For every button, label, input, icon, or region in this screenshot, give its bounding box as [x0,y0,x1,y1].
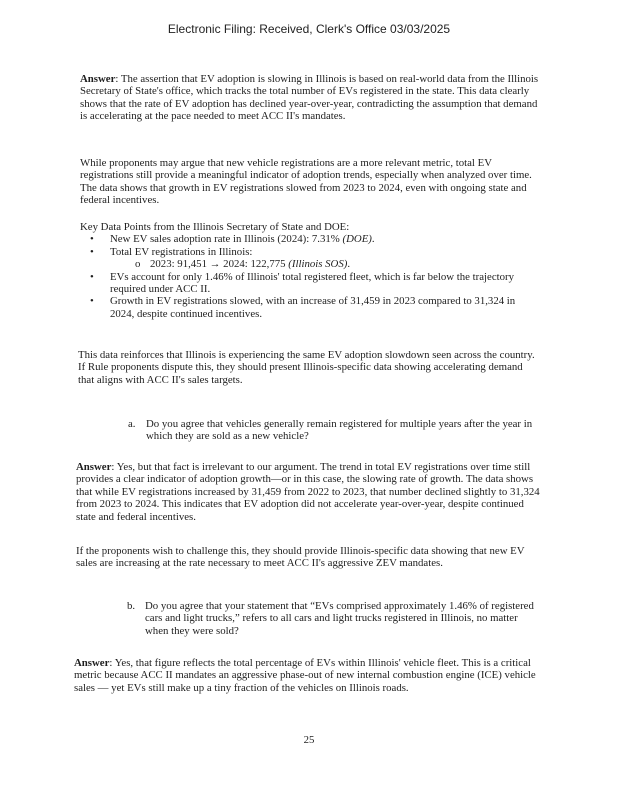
filing-stamp: Electronic Filing: Received, Clerk's Office 03/03/2025 [167,22,451,36]
question-b-text: Do you agree that your statement that “EVs comprised approximately 1.46% of registered cars and light trucks,” refers to all cars and light trucks registered in Illinois, no matter when they were sold? [145,600,534,637]
answer-label: Answer [76,461,112,473]
answer-paragraph-b [74,657,540,694]
answer-text: : The assertion that EV adoption is slowing in Illinois is based on real-world data from the Illinois Secretary of State's office, which tracks the total number of EVs registered in the state. This data clearly shows that the rate of EV adoption has declined year-over-year, contradicting the assumption that demand is accelerating at the pace needed to meet ACC II's mandates. [80,73,539,123]
page-number: 25 [303,734,315,746]
paragraph-challenge: If the proponents wish to challenge this, they should provide Illinois-specific data showing that new EV sales are increasing at the rate necessary to meet ACC II's aggressive ZEV mandates. [76,545,525,570]
question-b-label: b. [127,600,136,612]
answer-label: Answer [74,657,110,669]
answer-paragraph-1 [80,73,540,123]
question-a-label: a. [128,418,136,430]
list-item: • Total EV registrations in Illinois: [80,246,540,258]
key-data-list [80,233,540,258]
list-item: • Growth in EV registrations slowed, with an increase of 31,459 in 2023 compared to 31,324 in 2024, despite continued incentives. [80,295,540,320]
paragraph-reinforces: This data reinforces that Illinois is experiencing the same EV adoption slowdown seen across the country. If Rule proponents dispute this, they should present Illinois-specific data showing accelerating demand that aligns with ACC II's sales targets. [78,349,535,386]
paragraph-proponents: While proponents may argue that new vehicle registrations are a more relevant metric, total EV registrations still provide a meaningful indicator of adoption trends, especially when analyzed over time. The data shows that growth in EV registrations slowed from 2023 to 2024, even with ongoing state and federal incentives. [80,157,532,207]
key-data-heading: Key Data Points from the Illinois Secretary of State and DOE: [80,221,350,233]
answer-label: Answer [80,73,116,85]
answer-text: : Yes, but that fact is irrelevant to our argument. The trend in total EV registrations over time still provides a clear indicator of adoption growth—or in this case, the slowing rate of growth. The data shows that while EV registrations increased by 31,459 from 2022 to 2023, that number declined slightly to 31,324 from 2023 to 2024. This indicates that EV adoption did not accelerate year-over-year, despite continued state and federal incentives. [76,461,540,523]
list-item: • New EV sales adoption rate in Illinois (2024): 7.31% (DOE). [80,233,540,245]
list-item: • EVs account for only 1.46% of Illinois' total registered fleet, which is far below the trajectory required under ACC II. [80,271,540,296]
answer-text: : Yes, that figure reflects the total percentage of EVs within Illinois' vehicle fleet. This is a critical metric because ACC II mandates an aggressive phase-out of new internal combustion engine (ICE) vehicle sales — yet EVs still make up a tiny fraction of the vehicles on Illinois roads. [74,657,536,694]
sub-bullet-marker: o [135,258,141,271]
key-data-list-continued [80,271,540,321]
question-a-text: Do you agree that vehicles generally remain registered for multiple years after the year in which they are sold as a new vehicle? [146,418,533,443]
key-data-section [80,221,540,320]
sub-list-item: o 2023: 91,451 → 2024: 122,775 (Illinois SOS). [135,258,351,271]
answer-paragraph-a [76,461,540,523]
